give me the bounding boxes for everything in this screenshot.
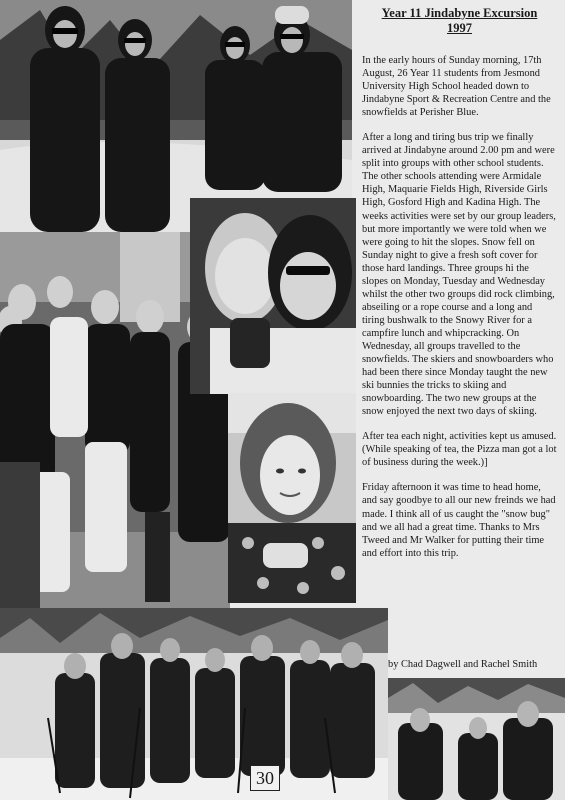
article-paragraph-3: After tea each night, activities kept us amused. (While speaking of tea, the Pizza man got a lot of business during the week.)]	[362, 431, 557, 469]
article	[362, 6, 557, 572]
article-byline: by Chad Dagwell and Rachel Smith	[388, 659, 538, 670]
article-paragraph-1: In the early hours of Sunday morning, 17th August, 26 Year 11 students from Jesmond University High School headed down to Jindabyne Sport & Recreation Centre and the snowfields at Perisher Blue.	[362, 55, 551, 119]
page-number: 30	[250, 765, 280, 791]
article-title	[362, 6, 557, 36]
photo-girl-portrait	[228, 393, 356, 603]
photo-ski-group	[0, 608, 388, 800]
photo-skiers-bottom-right	[388, 678, 565, 800]
article-paragraph-4: Friday afternoon it was time to head home, and say goodbye to all our new freinds we had made. I think all of us caught the "snow bug" and we all had a great time. Thanks to Mrs Tweed and Mr Walker for putting their time and effort into this trip.	[362, 482, 556, 559]
photo-two-girls-closeup	[190, 198, 356, 394]
article-title-year: 1997	[447, 21, 472, 35]
article-title-line1: Year 11 Jindabyne Excursion	[381, 6, 538, 20]
article-paragraph-2: After a long and tiring bus trip we finally arrived at Jindabyne around 2.00 pm and were split into groups with other school students. The other schools attending were Armidale High, Maquarie Fields High, Riverside Girls High, Gosford High and Kadina High. The weeks activities were set by our group leaders, but more importantly we were told when we were going to hit the slopes. Snow fell on Sunday night to give a fresh soft cover for those hard landings. Three groups hi the slopes on Monday, Tuesday and Wednesday whilst the other two groups did rock climbing, abseiling or a rope course and a long and tiring bushwalk to the Snowy River for a campfire lunch and whipcracking. On Wednesday, all groups travelled to the snowfields. The skiers and snowboarders who had been there since Monday taught the new ski bunnies the tricks to skiing and snowboarding. The two new groups at the snow enjoyed the next two days of skiing.	[362, 132, 556, 418]
